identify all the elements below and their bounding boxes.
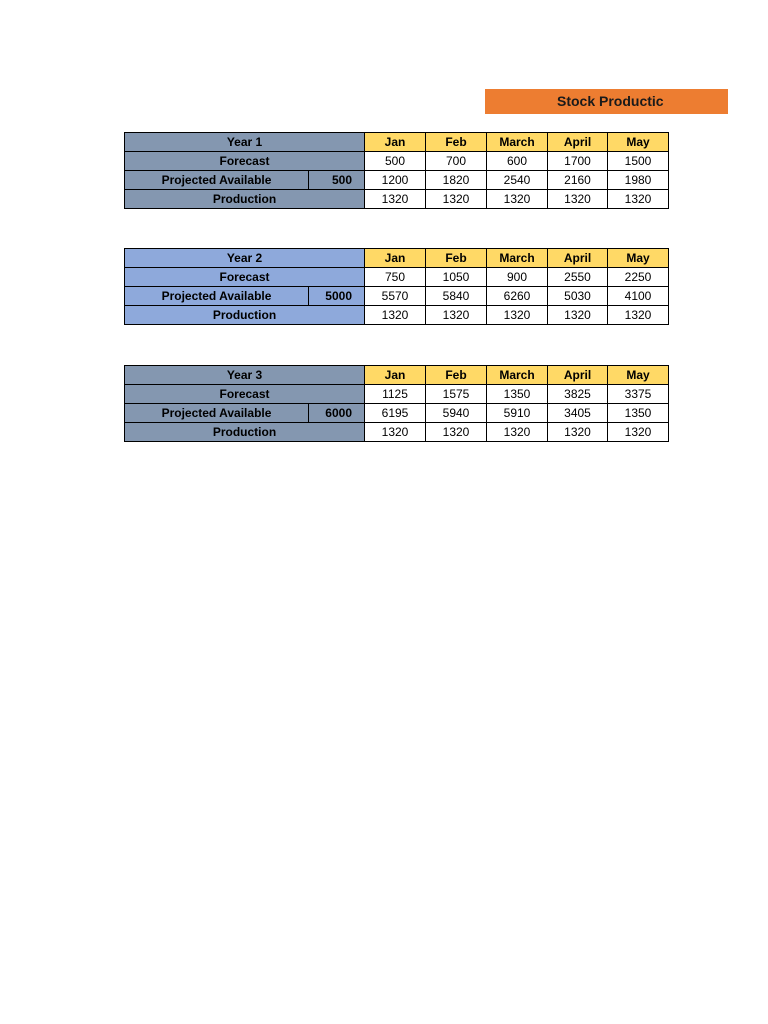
month-header[interactable]: Feb	[426, 133, 487, 152]
table-row	[125, 306, 669, 325]
year-2-table	[124, 248, 669, 325]
production-cell[interactable]: 1320	[426, 190, 487, 209]
year-1-table	[124, 132, 669, 209]
forecast-cell[interactable]: 1700	[548, 152, 608, 171]
table-row	[125, 171, 669, 190]
projected-cell[interactable]: 2160	[548, 171, 608, 190]
forecast-cell[interactable]: 600	[487, 152, 548, 171]
table-row	[125, 366, 669, 385]
production-label[interactable]: Production	[125, 190, 365, 209]
projected-cell[interactable]: 5030	[548, 287, 608, 306]
production-label[interactable]: Production	[125, 423, 365, 442]
projected-cell[interactable]: 1820	[426, 171, 487, 190]
year-3-table	[124, 365, 669, 442]
projected-cell[interactable]: 5910	[487, 404, 548, 423]
initial-stock-cell[interactable]: 500	[309, 171, 365, 190]
projected-cell[interactable]: 1200	[365, 171, 426, 190]
table-row	[125, 287, 669, 306]
forecast-label[interactable]: Forecast	[125, 152, 365, 171]
forecast-cell[interactable]: 1575	[426, 385, 487, 404]
projected-cell[interactable]: 6195	[365, 404, 426, 423]
forecast-cell[interactable]: 3825	[548, 385, 608, 404]
production-cell[interactable]: 1320	[426, 306, 487, 325]
production-cell[interactable]: 1320	[487, 306, 548, 325]
production-cell[interactable]: 1320	[548, 306, 608, 325]
projected-cell[interactable]: 5940	[426, 404, 487, 423]
table-row	[125, 133, 669, 152]
projected-cell[interactable]: 2540	[487, 171, 548, 190]
production-cell[interactable]: 1320	[365, 190, 426, 209]
production-cell[interactable]: 1320	[365, 423, 426, 442]
month-header[interactable]: May	[608, 366, 669, 385]
table-row	[125, 385, 669, 404]
forecast-cell[interactable]: 700	[426, 152, 487, 171]
sheet-title: Stock Productic	[485, 89, 728, 114]
production-cell[interactable]: 1320	[548, 190, 608, 209]
forecast-cell[interactable]: 500	[365, 152, 426, 171]
production-cell[interactable]: 1320	[548, 423, 608, 442]
projected-cell[interactable]: 1350	[608, 404, 669, 423]
projected-cell[interactable]: 1980	[608, 171, 669, 190]
table-row	[125, 404, 669, 423]
projected-label[interactable]: Projected Available	[125, 171, 309, 190]
production-cell[interactable]: 1320	[487, 423, 548, 442]
month-header[interactable]: April	[548, 366, 608, 385]
forecast-cell[interactable]: 3375	[608, 385, 669, 404]
year-label[interactable]: Year 1	[125, 133, 365, 152]
production-cell[interactable]: 1320	[608, 306, 669, 325]
month-header[interactable]: March	[487, 366, 548, 385]
production-cell[interactable]: 1320	[365, 306, 426, 325]
table-row	[125, 152, 669, 171]
projected-label[interactable]: Projected Available	[125, 404, 309, 423]
forecast-cell[interactable]: 1500	[608, 152, 669, 171]
forecast-cell[interactable]: 1350	[487, 385, 548, 404]
month-header[interactable]: May	[608, 133, 669, 152]
forecast-cell[interactable]: 1125	[365, 385, 426, 404]
forecast-cell[interactable]: 750	[365, 268, 426, 287]
production-cell[interactable]: 1320	[608, 423, 669, 442]
projected-cell[interactable]: 6260	[487, 287, 548, 306]
month-header[interactable]: April	[548, 249, 608, 268]
month-header[interactable]: Jan	[365, 366, 426, 385]
production-label[interactable]: Production	[125, 306, 365, 325]
forecast-cell[interactable]: 2250	[608, 268, 669, 287]
table-row	[125, 249, 669, 268]
month-header[interactable]: Jan	[365, 133, 426, 152]
initial-stock-cell[interactable]: 5000	[309, 287, 365, 306]
table-row	[125, 190, 669, 209]
projected-cell[interactable]: 5840	[426, 287, 487, 306]
projected-cell[interactable]: 5570	[365, 287, 426, 306]
month-header[interactable]: Feb	[426, 249, 487, 268]
month-header[interactable]: Feb	[426, 366, 487, 385]
month-header[interactable]: April	[548, 133, 608, 152]
forecast-cell[interactable]: 1050	[426, 268, 487, 287]
month-header[interactable]: March	[487, 249, 548, 268]
month-header[interactable]: May	[608, 249, 669, 268]
year-label[interactable]: Year 2	[125, 249, 365, 268]
forecast-label[interactable]: Forecast	[125, 385, 365, 404]
projected-cell[interactable]: 4100	[608, 287, 669, 306]
production-cell[interactable]: 1320	[608, 190, 669, 209]
month-header[interactable]: Jan	[365, 249, 426, 268]
month-header[interactable]: March	[487, 133, 548, 152]
production-cell[interactable]: 1320	[487, 190, 548, 209]
forecast-cell[interactable]: 900	[487, 268, 548, 287]
forecast-label[interactable]: Forecast	[125, 268, 365, 287]
year-label[interactable]: Year 3	[125, 366, 365, 385]
production-cell[interactable]: 1320	[426, 423, 487, 442]
initial-stock-cell[interactable]: 6000	[309, 404, 365, 423]
table-row	[125, 423, 669, 442]
projected-cell[interactable]: 3405	[548, 404, 608, 423]
table-row	[125, 268, 669, 287]
projected-label[interactable]: Projected Available	[125, 287, 309, 306]
forecast-cell[interactable]: 2550	[548, 268, 608, 287]
